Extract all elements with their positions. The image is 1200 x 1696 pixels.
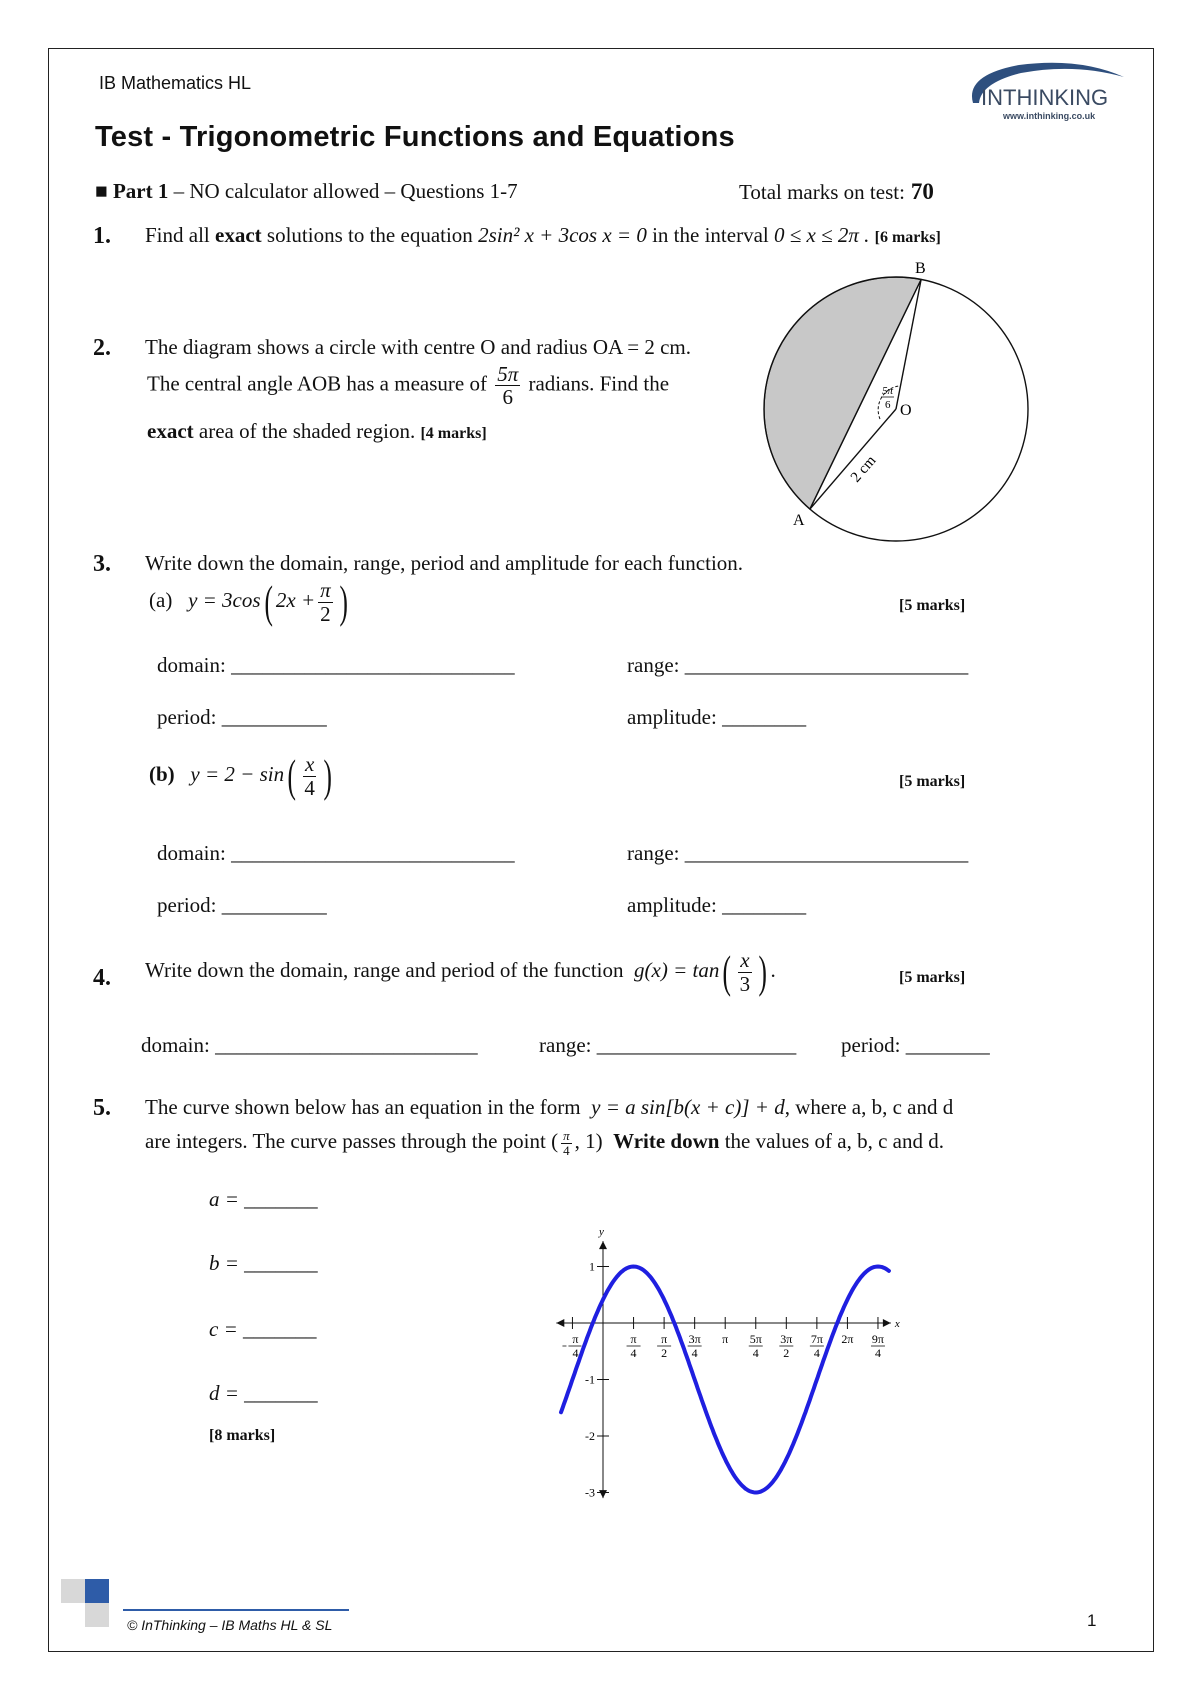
x-tick-label-den: 4 <box>813 1346 820 1360</box>
part-text: – NO calculator allowed – Questions 1-7 <box>168 179 518 203</box>
x-tick-label-den: 4 <box>874 1346 881 1360</box>
x-tick-label-num: π <box>572 1332 579 1346</box>
q3b-period-field[interactable]: period: __________ <box>157 893 327 917</box>
q2-line3 <box>147 421 487 442</box>
page <box>48 48 1154 1652</box>
q3b-equation: (b) y = 2 − sin( $\frac{x}{4}$ ) <box>149 750 332 801</box>
q3b-eq-prefix: y = 2 − sin <box>190 761 285 786</box>
angle-label-num: 5π <box>882 385 894 397</box>
q1-text-c: in the interval <box>646 223 774 247</box>
q2-angle-fraction <box>495 363 520 408</box>
q4-range-field[interactable]: range: ___________________ <box>539 1033 797 1057</box>
sine-graph <box>533 1175 983 1500</box>
y-axis-label: y <box>599 1226 604 1239</box>
x-tick-label-num: 3π <box>688 1332 701 1346</box>
inthinking-logo <box>959 55 1129 125</box>
y-tick-label: -2 <box>585 1429 595 1443</box>
logo-url: www.inthinking.co.uk <box>1003 111 1096 121</box>
q4-frac-num: x <box>740 948 750 973</box>
q5-line2: are integers. The curve passes through the point ( $\frac{\pi}{4}$ , 1) Write down the values of a, b, c and d. <box>145 1128 944 1158</box>
q5-line1-a: The curve shown below has an equation in the form <box>145 1095 581 1119</box>
q5-answer-a[interactable] <box>209 1187 318 1212</box>
q3a-marks: [5 marks] <box>899 597 966 614</box>
q3a-period-field[interactable]: period: __________ <box>157 705 327 729</box>
footer-rule <box>123 1609 349 1611</box>
x-tick-label-den: 4 <box>752 1346 759 1360</box>
x-tick-label: 2π <box>841 1332 854 1346</box>
q1-interval: 0 ≤ x ≤ 2π . <box>773 223 870 247</box>
q2-line2-b: radians. Find the <box>528 371 670 396</box>
graph-ticks <box>562 1260 885 1500</box>
q4-number: 4. <box>93 965 111 991</box>
q3b-amplitude-field[interactable]: amplitude: ________ <box>627 893 807 917</box>
q1-text-b: solutions to the equation <box>261 223 479 247</box>
q3b-marks: [5 marks] <box>899 773 966 790</box>
x-tick-label-den: 2 <box>783 1346 790 1360</box>
q2-line1: The diagram shows a circle with centre O and radius OA = 2 cm. <box>145 335 692 359</box>
angle-label-den: 6 <box>885 399 891 411</box>
q3a-frac-num: π <box>320 578 331 603</box>
part-marker: ■ <box>95 179 108 203</box>
label-a: A <box>793 512 805 529</box>
q2-line2 <box>147 363 669 408</box>
footer-square-1 <box>61 1579 85 1603</box>
q5-answer-b-text: b = _______ <box>209 1251 318 1275</box>
x-axis-label: x <box>894 1318 900 1330</box>
q3b-range-field[interactable]: range: ___________________________ <box>627 841 969 865</box>
x-tick-label-num: 7π <box>810 1332 823 1346</box>
q4-period-field[interactable]: period: ________ <box>841 1033 990 1057</box>
page-number: 1 <box>1087 1611 1097 1630</box>
q3b-fraction <box>302 753 317 798</box>
q3a-domain-field[interactable]: domain: ___________________________ <box>157 653 515 677</box>
x-tick-label-den: 2 <box>661 1346 668 1360</box>
q2-line3-bold: exact <box>147 419 194 443</box>
sine-curve <box>561 1267 889 1493</box>
q2-number: 2. <box>93 335 111 361</box>
q5-point-den: 4 <box>563 1142 570 1158</box>
q3a-range-field[interactable]: range: ___________________________ <box>627 653 969 677</box>
q4-text-main: Write down the domain, range and period of the function <box>145 957 624 982</box>
q3-number: 3. <box>93 551 111 577</box>
q3b-domain-field[interactable]: domain: ___________________________ <box>157 841 515 865</box>
q5-answer-a-text: a = _______ <box>209 1187 318 1211</box>
x-tick-label-num: 3π <box>780 1332 793 1346</box>
label-b: B <box>915 260 926 277</box>
total-label: Total marks on test: <box>739 180 905 204</box>
subject-label: IB Mathematics HL <box>99 73 252 93</box>
x-tick-label-den: 4 <box>630 1346 637 1360</box>
footer-square-2 <box>85 1579 109 1603</box>
total-marks <box>739 179 934 205</box>
radius-label: 2 cm <box>847 452 880 486</box>
logo-text: INTHINKING <box>981 85 1109 110</box>
x-tick-label-num: 5π <box>749 1332 762 1346</box>
x-tick-label-den: 4 <box>691 1346 698 1360</box>
q4-frac-den: 3 <box>739 971 751 996</box>
x-axis-arrow-right <box>883 1319 891 1327</box>
part-label: Part 1 <box>112 179 169 203</box>
total-value: 70 <box>910 179 934 204</box>
q3a-label: (a) <box>149 587 173 612</box>
part-heading <box>95 179 518 204</box>
page-title: Test - Trigonometric Functions and Equations <box>95 121 735 153</box>
x-tick-label: π <box>722 1332 729 1346</box>
q5-answer-b[interactable] <box>209 1251 318 1276</box>
circle-diagram <box>749 249 1049 549</box>
label-o: O <box>900 402 912 419</box>
footer-text: © InThinking – IB Maths HL & SL <box>127 1617 333 1633</box>
q4-eq-prefix: g(x) = tan <box>634 957 720 982</box>
q3a-eq-prefix: y = 3cos <box>188 587 261 612</box>
footer-square-3 <box>85 1603 109 1627</box>
y-tick-label: 1 <box>589 1259 595 1274</box>
q3a-eq-inner: 2x + <box>275 587 316 612</box>
q1-marks: [6 marks] <box>874 229 941 246</box>
x-tick-label-den: 4 <box>572 1346 579 1360</box>
q4-text: Write down the domain, range and period of the function g(x) = tan( $\frac{x}{3}$ ) . <box>145 946 776 997</box>
q5-answer-c-text: c = _______ <box>209 1317 317 1341</box>
q5-answer-c[interactable] <box>209 1317 317 1342</box>
q3-text: Write down the domain, range, period and amplitude for each function. <box>145 551 744 575</box>
q5-answer-d-text: d = _______ <box>209 1381 318 1405</box>
q4-marks: [5 marks] <box>899 969 966 986</box>
q5-answer-d[interactable] <box>209 1381 318 1406</box>
q2-line3-text: area of the shaded region. <box>193 419 416 443</box>
q3b-label: (b) <box>149 761 175 786</box>
q3b-frac-den: 4 <box>304 775 315 800</box>
y-tick-label: -3 <box>585 1485 595 1500</box>
q3a-amplitude-field[interactable]: amplitude: ________ <box>627 705 807 729</box>
x-tick-label-num: π <box>661 1332 668 1346</box>
shaded-segment <box>764 277 921 509</box>
x-tick-label-num: 9π <box>871 1332 884 1346</box>
q5-point-rest: , 1 <box>574 1128 596 1153</box>
x-tick-label-num: π <box>630 1332 637 1346</box>
q1-text-bold: exact <box>215 223 262 247</box>
q5-line1-b: , where a, b, c and d <box>784 1095 954 1119</box>
y-tick-label: -1 <box>585 1372 595 1387</box>
y-axis-arrow-up <box>599 1241 607 1249</box>
q2-angle-den: 6 <box>502 385 513 410</box>
q5-point-num: π <box>563 1128 570 1143</box>
q5-line2-b: the values of a, b, c and d. <box>719 1128 944 1153</box>
q1-text-a: Find all <box>145 223 216 247</box>
y-axis-arrow-down <box>599 1490 607 1498</box>
q4-domain-field[interactable]: domain: _________________________ <box>141 1033 478 1057</box>
q3a-fraction <box>318 579 333 624</box>
q5-line2-a: are integers. The curve passes through the point <box>145 1128 546 1153</box>
q4-fraction <box>738 949 753 994</box>
q2-line2-a: The central angle AOB has a measure of <box>147 371 487 396</box>
x-axis-arrow-left <box>556 1319 564 1327</box>
q5-line1 <box>145 1097 953 1118</box>
q1-number: 1. <box>93 223 111 249</box>
q5-number: 5. <box>93 1095 111 1121</box>
q5-line2-bold: Write down <box>613 1128 720 1153</box>
q1-text <box>145 225 941 246</box>
q1-equation: 2sin² x + 3cos x = 0 <box>478 223 647 247</box>
q3b-frac-num: x <box>305 752 315 777</box>
q5-point-fraction <box>561 1129 572 1157</box>
q5-marks: [8 marks] <box>209 1427 276 1444</box>
q2-marks: [4 marks] <box>420 425 487 442</box>
q3a-frac-den: 2 <box>320 601 331 626</box>
q3a-equation: (a) y = 3cos( 2x + $\frac{\pi}{2}$ ) <box>149 576 348 627</box>
q5-equation: y = a sin[b(x + c)] + d <box>591 1095 785 1119</box>
q2-angle-num: 5π <box>497 362 519 386</box>
